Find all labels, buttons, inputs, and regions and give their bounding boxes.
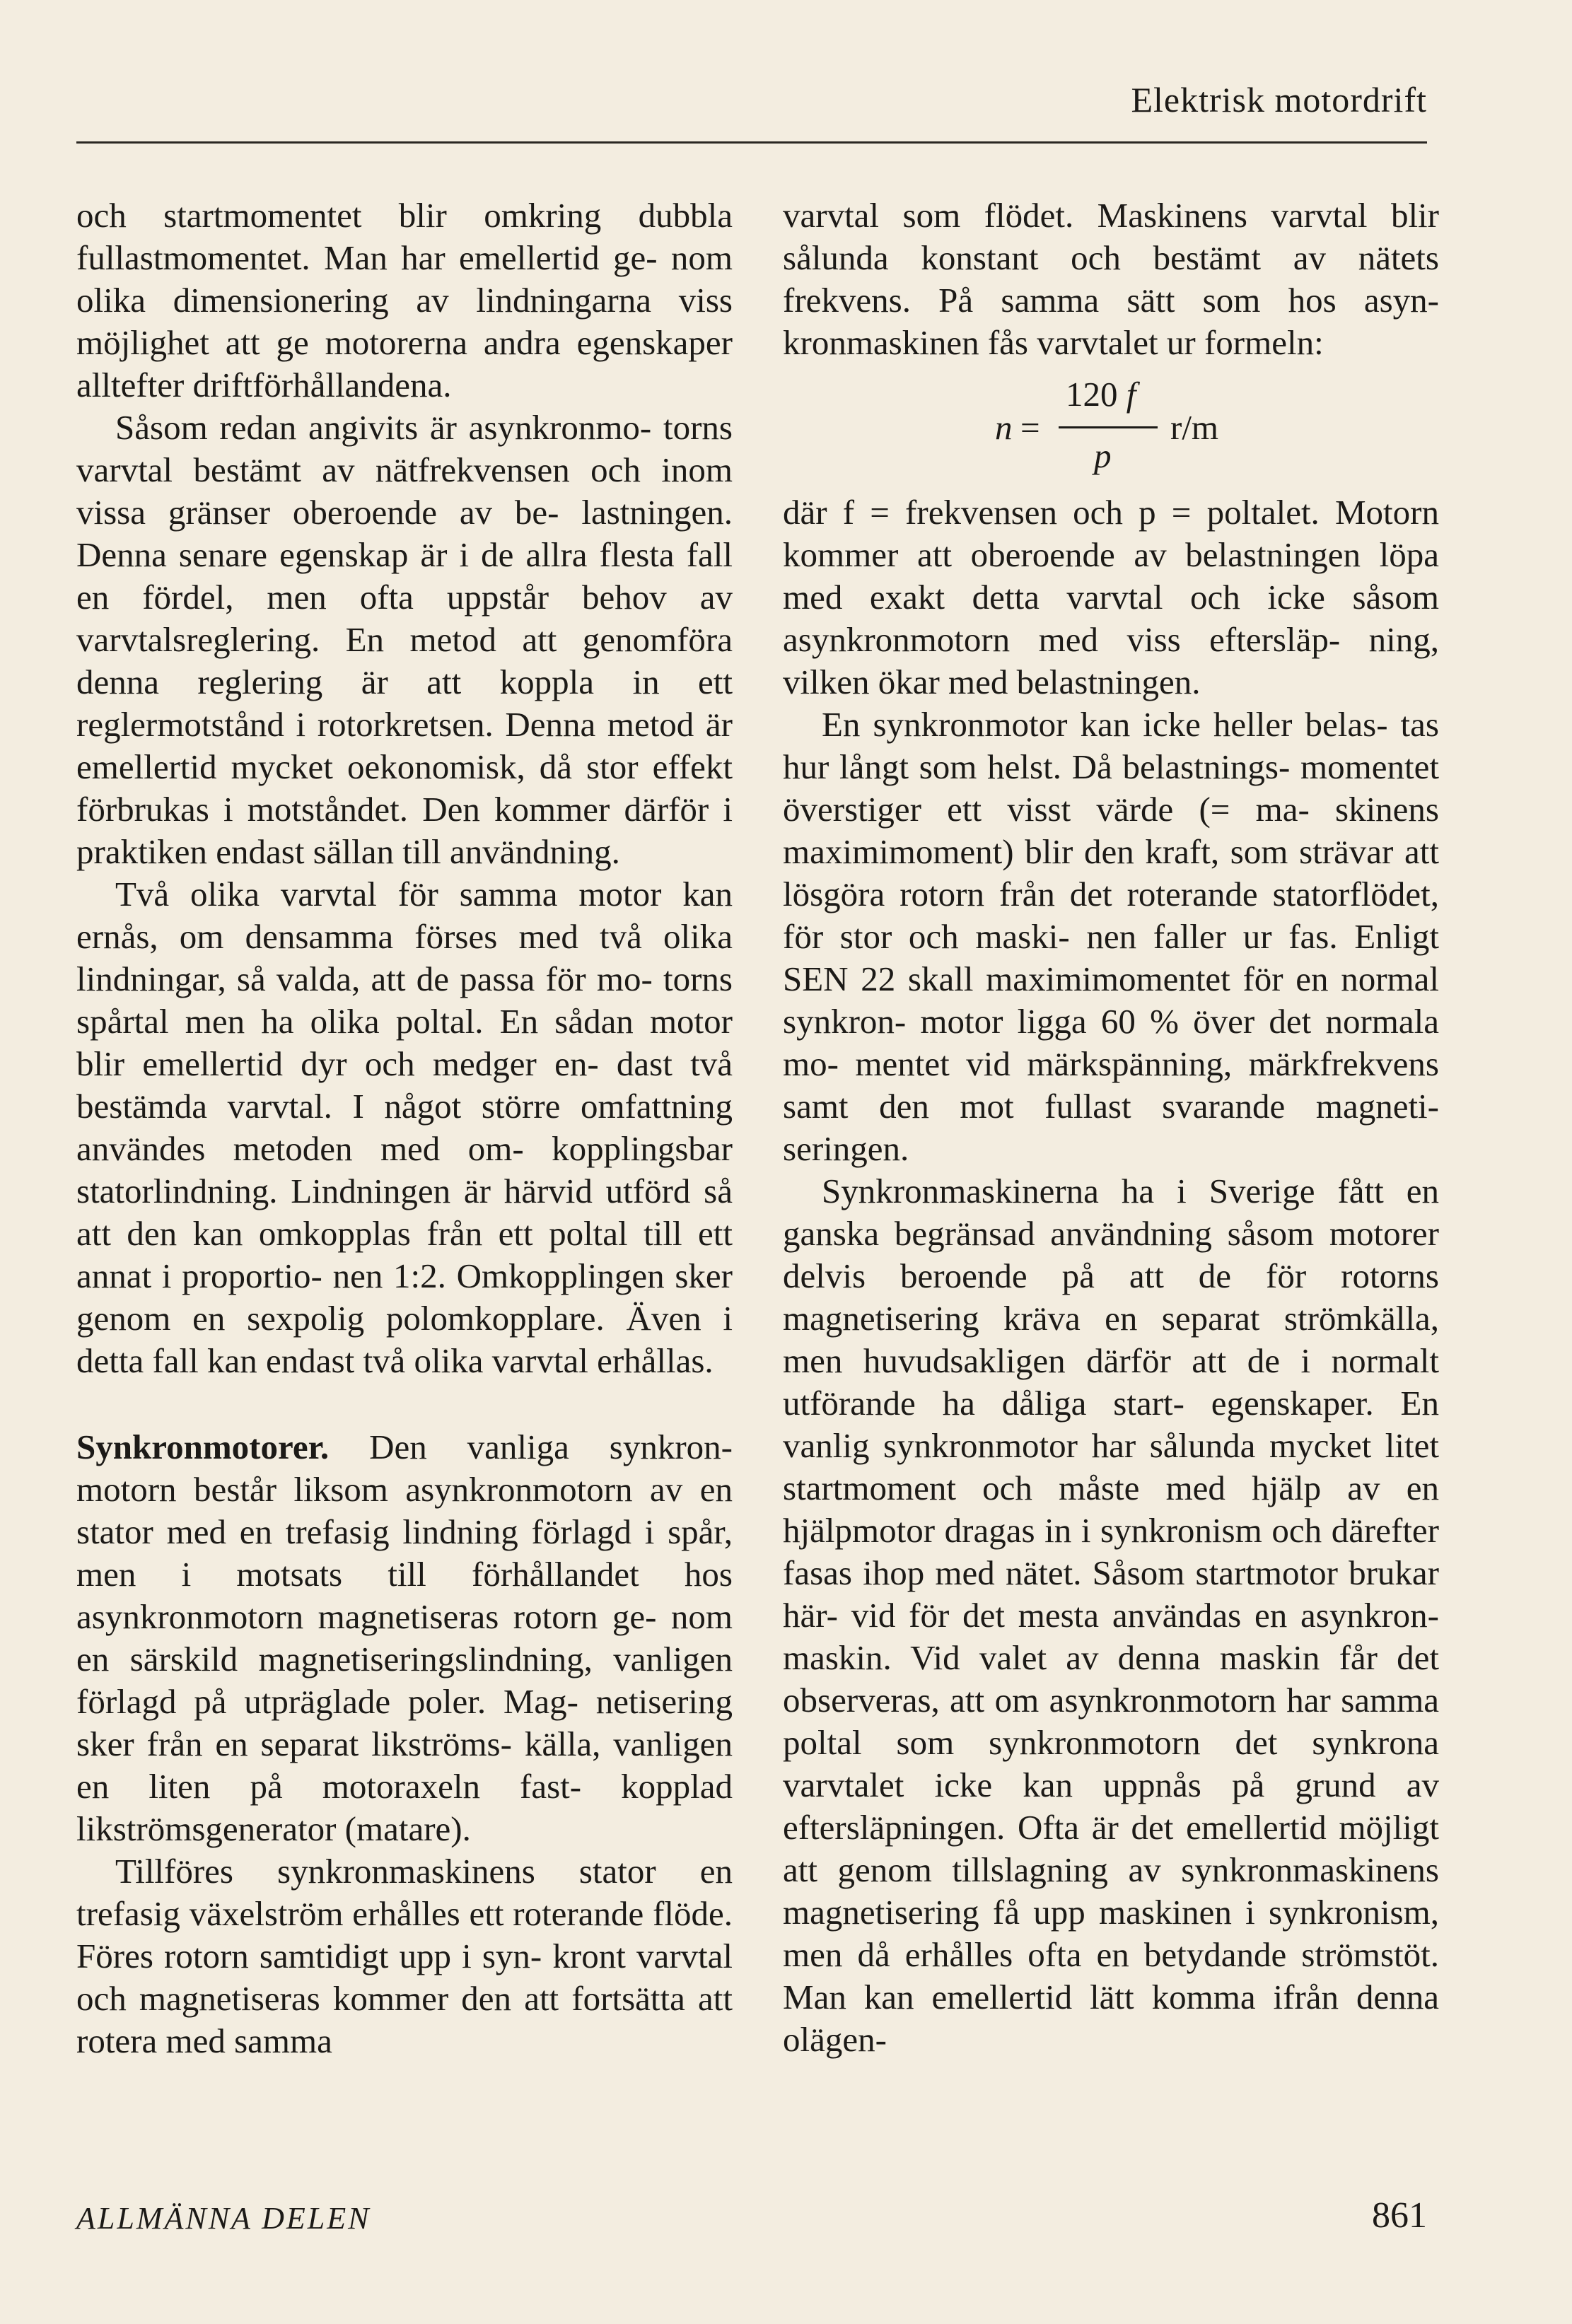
left-column [76,194,733,2062]
paragraph: Såsom redan angivits är asynkronmo- torns varvtal bestämt av nätfrekvensen och inom vissa gränser oberoende av be- lastningen. Denna senare egenskap är i de allra flesta fall en fördel, men ofta uppstår behov av varvtalsreglering. En metod att genomföra denna reglering är att koppla in ett reglermotstånd i rotorkretsen. Denna metod är emellertid mycket oekonomisk, då stor effekt förbrukas i motståndet. Den kommer därför i praktiken endast sällan till användning. [76,408,733,871]
paragraph: Tillföres synkronmaskinens stator en trefasig växelström erhålles ett roterande flöde. Föres rotorn samtidigt upp i syn- kront varvtal och magnetiseras kommer den att fortsätta att rotera med samma [76,1852,733,2060]
paragraph-text: Den vanliga synkron- motorn består liksom asynkronmotorn av en stator med en trefasig lindning förlagd i spår, men i motsats till förhållandet hos asynkronmotorn magnetiseras rotorn ge- nom en särskild magnetiseringslindning, vanligen förlagd på utpräglade poler. Mag- netisering sker från en separat likströms- källa, vanligen en liten på motoraxeln fast- kopplad likströmsgenerator (matare). [76,1427,733,1848]
paragraph: där f = frekvensen och p = poltalet. Motorn kommer att oberoende av belastningen löpa med exakt detta varvtal och icke såsom asynkronmotorn med viss eftersläp- ning, vilken ökar med belastningen. [783,493,1439,701]
section-heading: Synkronmotorer. [76,1427,330,1466]
formula-equals: = [1020,408,1040,447]
paragraph: En synkronmotor kan icke heller belas- tas hur långt som helst. Då belastnings- momentet överstiger ett visst värde (= ma- skinens maximimoment) blir den kraft, som strävar att lösgöra rotorn från det roterande statorflödet, för stor och maski- nen faller ur fas. Enligt SEN 22 skall maximimomentet för en normal synkron- motor ligga 60 % över det normala mo- mentet vid märkspänning, märkfrekvens samt den mot fullast svarande magneti- seringen. [783,705,1439,1168]
formula-numerator [1066,373,1136,416]
paragraph: Synkronmaskinerna ha i Sverige fått en ganska begränsad användning såsom motorer delvis beroende på att de för rotorns magnetisering kräva en separat strömkälla, men huvudsakligen därför att de i normalt utförande ha dåliga start- egenskaper. En vanlig synkronmotor har sålunda mycket litet startmoment och måste med hjälp av en hjälpmotor dragas in i synkronism och därefter fasas ihop med nätet. Såsom startmotor brukar här- vid för det mesta användas en asynkron- maskin. Vid valet av denna maskin får det observeras, att om asynkronmotorn har samma poltal som synkronmotorn det synkrona varvtalet icke kan uppnås på grund av eftersläpningen. Ofta är det emellertid möjligt att genom tillslagning av synkronmaskinens magnetisering få upp maskinen i synkronism, men då erhålles ofta en betydande strömstöt. Man kan emellertid lätt komma ifrån denna olägen- [783,1172,1439,2059]
running-head: Elektrisk motordrift [1131,80,1427,119]
speed-formula [783,370,1439,483]
header-rule [76,141,1427,144]
formula-numerator-number: 120 [1066,375,1118,414]
paragraph: och startmomentet blir omkring dubbla fullastmomentet. Man har emellertid ge- nom olika dimensionering av lindningarna viss möjlighet att ge motorerna andra egenskaper alltefter driftförhållandena. [76,196,733,404]
footer-section: ALLMÄNNA DELEN [76,2201,371,2236]
paragraph: varvtal som flödet. Maskinens varvtal blir sålunda konstant och bestämt av nätets frekvens. På samma sätt som hos asyn- kronmaskinen fås varvtalet ur formeln: [783,196,1439,362]
paragraph: Två olika varvtal för samma motor kan ernås, om densamma förses med två olika lindningar, så valda, att de passa för mo- torns spårtal men ha olika poltal. En sådan motor blir emellertid dyr och medger en- dast två bestämda varvtal. I något större omfattning användes metoden med om- kopplingsbar statorlindning. Lindningen är härvid utförd så att den kan omkopplas från ett poltal till ett annat i proportio- nen 1:2. Omkopplingen sker genom en sexpolig polomkopplare. Även i detta fall kan endast två olika varvtal erhållas. [76,875,733,1380]
formula-lhs: n [995,408,1013,447]
formula-numerator-var: f [1126,375,1136,414]
formula-denominator: p [1094,436,1112,475]
page-number: 861 [1372,2195,1427,2236]
fraction-bar [1059,426,1158,428]
formula-unit: r/m [1170,408,1219,447]
right-column [783,194,1439,2061]
section-paragraph [76,1426,733,1850]
